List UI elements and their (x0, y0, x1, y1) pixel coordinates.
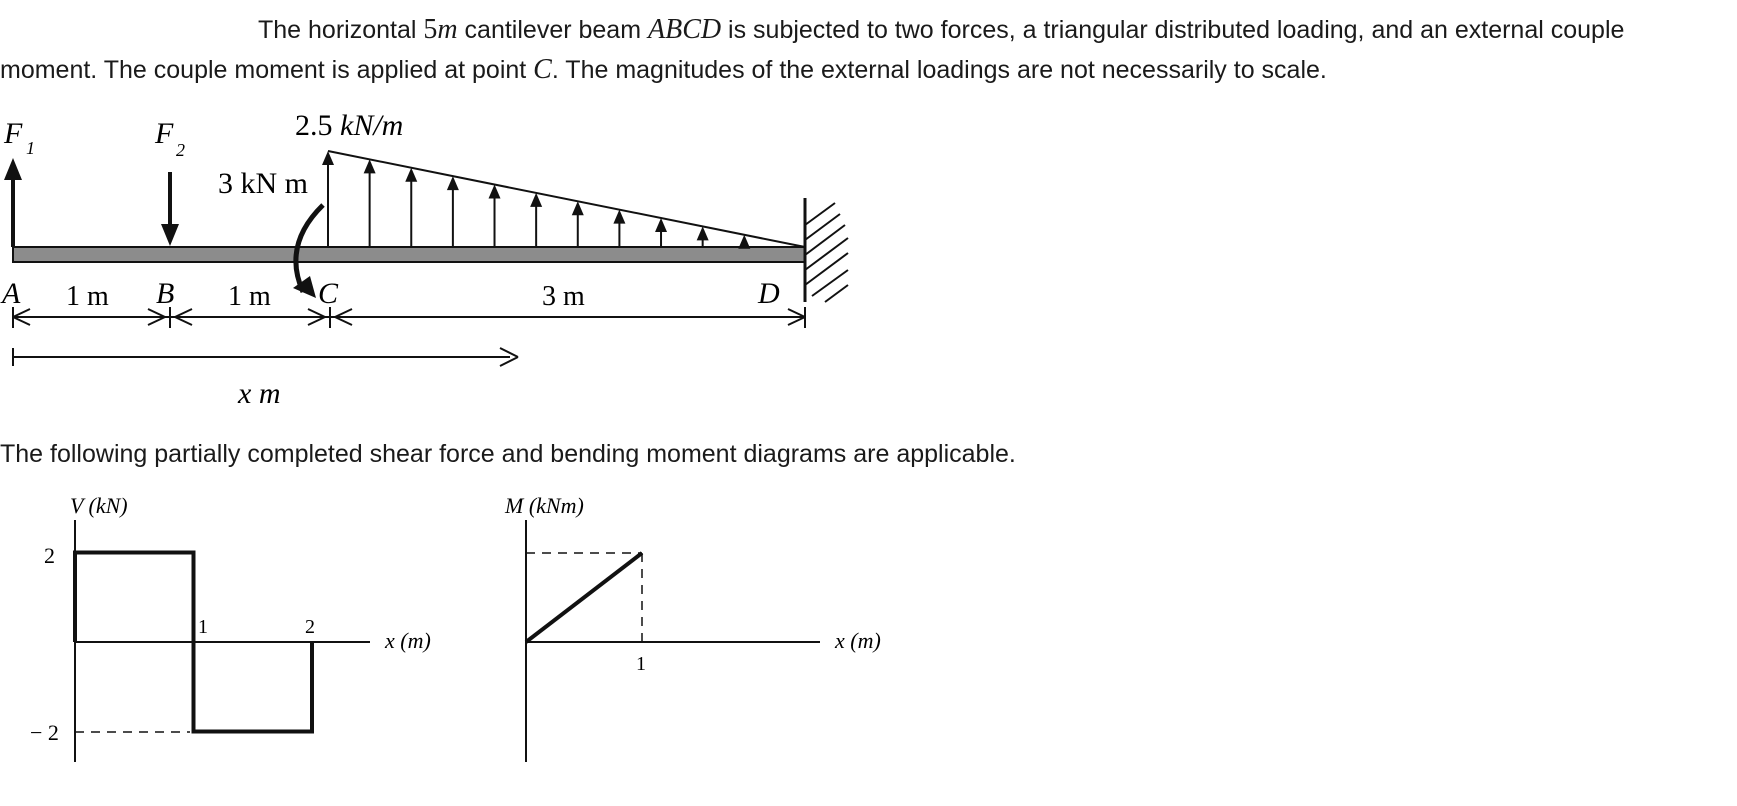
bending-moment-diagram (504, 493, 881, 762)
shear-y-axis-label: V (kN) (70, 493, 128, 518)
text-intro: The horizontal (258, 16, 424, 44)
force-f2-label: F (155, 117, 174, 150)
shear-y-tick-neg-2: − 2 (30, 720, 59, 745)
force-f2-arrowhead (161, 224, 179, 246)
shear-force-diagram (30, 493, 431, 762)
force-f1-subscript: 1 (26, 138, 35, 158)
wall-hatching (805, 203, 848, 302)
segment-cd-label: 3 m (542, 281, 585, 312)
force-f1-arrowhead (4, 158, 22, 180)
moment-line (526, 553, 642, 642)
moment-x-tick-1: 1 (636, 653, 646, 675)
segment-ab-label: 1 m (66, 281, 109, 312)
force-f1-label: F (4, 117, 23, 150)
moment-y-axis-label: M (kNm) (505, 493, 584, 518)
couple-point: C (533, 54, 552, 85)
text-beam: cantilever beam (457, 16, 648, 44)
shear-x-tick-2: 2 (305, 616, 315, 638)
text-loads: is subjected to two forces, a triangular distributed loading, and an external couple (721, 16, 1625, 44)
force-f2-subscript: 2 (176, 140, 185, 160)
point-label-a: A (2, 277, 21, 310)
load-arrow-head (530, 193, 542, 207)
point-label-b: B (156, 277, 175, 310)
moment-x-axis-label: x (m) (835, 628, 881, 653)
beam-figure (0, 109, 848, 410)
beam-name: ABCD (647, 14, 722, 45)
load-arrow-head (697, 226, 709, 240)
load-arrow-head (613, 210, 625, 224)
point-label-d: D (758, 277, 780, 310)
shear-x-tick-1: 1 (198, 616, 208, 638)
distributed-load-value: 2.5 (295, 109, 333, 142)
couple-moment-label: 3 kN m (218, 167, 308, 200)
load-arrow-head (489, 185, 501, 199)
dimension-line (13, 307, 805, 328)
length-value: 5 (423, 14, 438, 45)
text-couple: moment. The couple moment is applied at point (0, 56, 534, 84)
length-unit: m (437, 14, 458, 45)
shear-x-axis-label: x (m) (385, 628, 431, 653)
diagrams-intro: The following partially completed shear force and bending moment diagrams are applicable. (0, 440, 1016, 468)
x-axis-label: x m (238, 377, 281, 410)
load-arrow-head (738, 235, 750, 249)
distributed-load-arrows (322, 151, 750, 249)
load-arrow-head (447, 176, 459, 190)
load-arrow-head (405, 168, 417, 182)
beam (13, 247, 805, 262)
text-scale: . The magnitudes of the external loadings are not necessarily to scale. (551, 56, 1327, 84)
load-arrow-head (364, 159, 376, 173)
load-arrow-head (572, 201, 584, 215)
point-label-c: C (318, 277, 339, 310)
load-arrow-head (322, 151, 334, 165)
shear-y-tick-2: 2 (44, 543, 55, 568)
segment-bc-label: 1 m (228, 281, 271, 312)
distributed-load-unit: kN/m (340, 109, 404, 142)
load-arrow-head (655, 218, 667, 232)
distributed-load-outline (328, 151, 805, 247)
